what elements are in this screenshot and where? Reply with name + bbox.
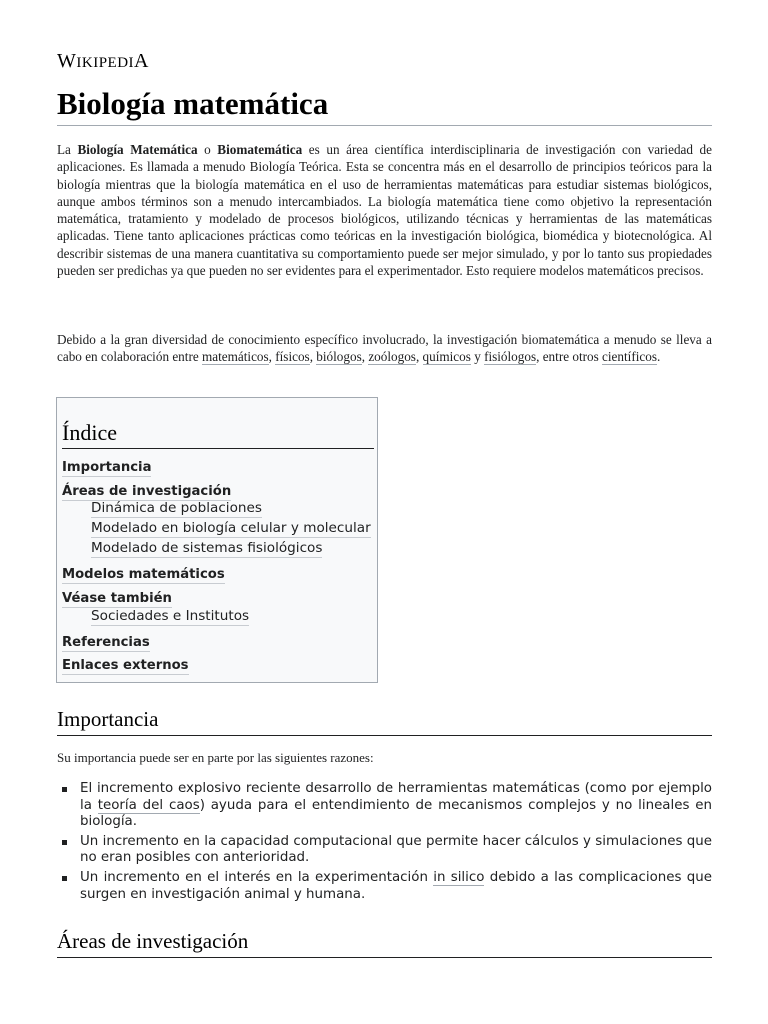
toc-item-areas-de-investigacion[interactable]: Áreas de investigación [62, 484, 232, 499]
toc-item-modelado-sistemas-fisiologicos[interactable]: Modelado de sistemas fisiológicos [91, 540, 323, 556]
separator: , [415, 349, 423, 365]
list-item [57, 834, 712, 867]
toc-item-dinamica-de-poblaciones[interactable]: Dinámica de poblaciones [91, 500, 262, 516]
page-title: Biología matemática [57, 84, 712, 126]
separator: , [268, 349, 276, 365]
link-quimicos[interactable]: químicos [422, 349, 471, 365]
link-zoologos[interactable]: zoólogos [368, 349, 416, 365]
separator: . [656, 349, 661, 365]
bold-term: Biología Matemática [77, 142, 198, 157]
text-run: El incremento explosivo reciente desarrollo de herramientas matemáticas (como por ejemplo la [80, 781, 712, 813]
link-matematicos[interactable]: matemáticos [202, 349, 269, 365]
separator: , [309, 349, 317, 365]
text-run: debido a las complicaciones que surgen en investigación animal y humana. [80, 869, 712, 902]
wikipedia-wordmark[interactable]: WIKIPEDIA [57, 50, 149, 72]
text-run: Un incremento en la capacidad computacional que permite hacer cálculos y simulaciones que no eran posibles con anterioridad. [80, 833, 712, 866]
toc-item-referencias[interactable]: Referencias [62, 635, 150, 650]
link-teoria-del-caos[interactable]: teoría del caos [97, 797, 200, 813]
collaboration-paragraph [57, 331, 712, 366]
toc-item-modelos-matematicos[interactable]: Modelos matemáticos [62, 567, 225, 582]
section-heading-areas: Áreas de investigación [57, 927, 712, 958]
text-run: ) ayuda para el entendimiento de mecanismos complejos y no lineales en biología. [80, 797, 712, 830]
toc-item-enlaces-externos[interactable]: Enlaces externos [62, 658, 189, 673]
toc-item-importancia[interactable]: Importancia [62, 460, 152, 475]
intro-paragraph [57, 141, 712, 279]
text-run: es un área científica interdisciplinaria de investigación con variedad de aplicaciones. Es llamada a menudo Biología Teórica. Esta se concentra más en el desarrollo de principios teóricos para la biología mientras que la biología matemática en el uso de herramientas matemáticas para estudiar sistemas biológicos, aunque ambos términos son a menudo intercambiados. La biología matemática tiene como objetivo la representación matemática, tratamiento y modelado de procesos biológicos, utilizando técnicas y herramientas de las matemáticas aplicadas. Tiene tanto aplicaciones prácticas como teóricas en la investigación biológica, biomédica y biotecnológica. Al describir sistemas de una manera cuantitativa su comportamiento puede ser mejor simulado, y por lo tanto sus propiedades pueden ser predichas ya que pueden no ser evidentes para el experimentador. Esto requiere modelos matemáticos precisos. [57, 142, 712, 279]
link-in-silico[interactable]: in silico [433, 869, 485, 885]
importancia-intro: Su importancia puede ser en parte por las siguientes razones: [57, 750, 374, 765]
bold-term: Biomatemática [217, 142, 303, 157]
table-of-contents [56, 397, 378, 683]
toc-item-sociedades-e-institutos[interactable]: Sociedades e Institutos [91, 608, 250, 624]
text-run: Un incremento en el interés en la experimentación [80, 869, 434, 885]
toc-item-modelado-biologia-celular[interactable]: Modelado en biología celular y molecular [91, 520, 371, 536]
separator: y [470, 349, 485, 365]
separator: , entre otros [536, 349, 603, 365]
link-fisicos[interactable]: físicos [275, 349, 310, 365]
bullet-icon [62, 787, 67, 792]
importancia-list [57, 781, 712, 906]
link-cientificos[interactable]: científicos [602, 349, 657, 365]
toc-title: Índice [62, 420, 374, 449]
list-item [57, 870, 712, 903]
separator: , [361, 349, 369, 365]
list-item [57, 781, 712, 831]
link-fisiologos[interactable]: fisiólogos [484, 349, 537, 365]
bullet-icon [62, 840, 67, 845]
section-heading-importancia: Importancia [57, 705, 712, 736]
text-run: o [197, 142, 218, 157]
link-biologos[interactable]: biólogos [316, 349, 362, 365]
text-run: Debido a la gran diversidad de conocimiento específico involucrado, la investigación biomatemática a menudo se lleva a cabo en colaboración entre [57, 332, 712, 365]
toc-item-vease-tambien[interactable]: Véase también [62, 591, 172, 606]
bullet-icon [62, 876, 67, 881]
text-run: La [57, 142, 78, 157]
